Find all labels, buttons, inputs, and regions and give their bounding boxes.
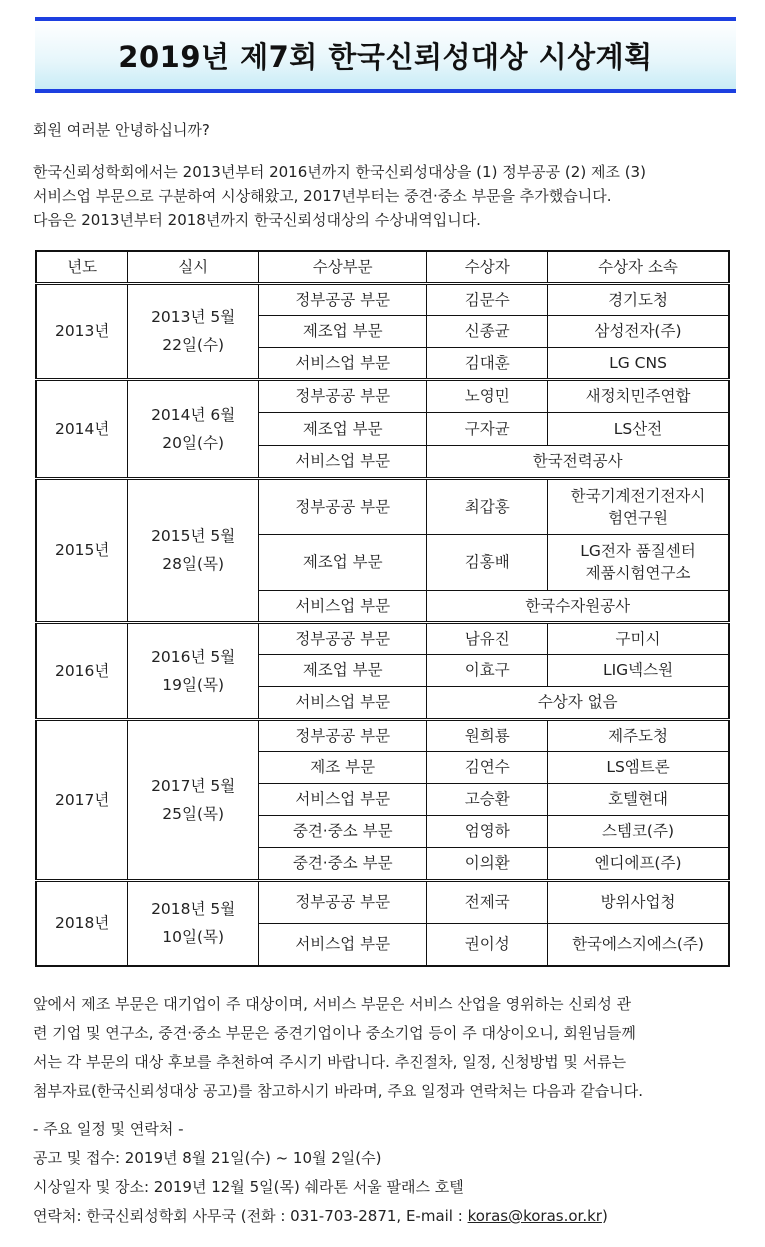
winner-cell: 권이성 — [427, 923, 548, 966]
organization-cell: 한국에스지에스(주) — [548, 923, 729, 966]
date-line: 2016년 5월 — [151, 647, 236, 666]
organization-cell: LG CNS — [548, 347, 729, 379]
merged-cell: 한국수자원공사 — [427, 590, 729, 622]
category-cell: 서비스업 부문 — [259, 590, 427, 622]
header-organization: 수상자 소속 — [548, 251, 729, 283]
category-cell: 서비스업 부문 — [259, 923, 427, 966]
table-header-row — [36, 251, 729, 283]
organization-cell: 삼성전자(주) — [548, 315, 729, 347]
contact-suffix: ) — [601, 1207, 608, 1225]
table-row — [36, 622, 729, 654]
intro-line: 다음은 2013년부터 2018년까지 한국신뢰성대상의 수상내역입니다. — [33, 211, 481, 229]
intro-line: 서비스업 부문으로 구분하여 시상해왔고, 2017년부터는 중견·중소 부문을 추가했습니다. — [33, 187, 612, 205]
date-cell — [128, 379, 259, 478]
winner-cell: 노영민 — [427, 379, 548, 412]
winner-cell: 전제국 — [427, 880, 548, 923]
date-line: 2013년 5월 — [151, 308, 236, 326]
winner-cell: 이의환 — [427, 847, 548, 880]
header-year: 년도 — [36, 251, 128, 283]
contact-prefix: 연락처: 한국신뢰성학회 사무국 (전화 : 031-703-2871, E-mail : — [33, 1207, 468, 1225]
category-cell: 정부공공 부문 — [259, 719, 427, 751]
date-line: 22일(수) — [162, 336, 225, 354]
page-title: 2019년 제7회 한국신뢰성대상 시상계획 — [118, 39, 653, 74]
category-cell: 제조업 부문 — [259, 654, 427, 686]
merged-cell: 수상자 없음 — [427, 686, 729, 719]
table-row — [36, 379, 729, 412]
year-cell: 2015년 — [36, 478, 128, 622]
year-cell: 2016년 — [36, 622, 128, 719]
winner-cell: 남유진 — [427, 622, 548, 654]
organization-cell: 방위사업청 — [548, 880, 729, 923]
year-cell: 2014년 — [36, 379, 128, 478]
organization-line: 제품시험연구소 — [585, 564, 691, 582]
date-line: 19일(목) — [162, 675, 225, 694]
intro-paragraph — [33, 160, 739, 232]
category-cell: 정부공공 부문 — [259, 379, 427, 412]
organization-cell: 새정치민주연합 — [548, 379, 729, 412]
date-cell — [128, 719, 259, 880]
category-cell: 정부공공 부문 — [259, 478, 427, 534]
application-period: 공고 및 접수: 2019년 8월 21일(수) ~ 10월 2일(수) — [33, 1149, 382, 1167]
category-cell: 중견·중소 부문 — [259, 847, 427, 880]
intro-line: 한국신뢰성학회에서는 2013년부터 2016년까지 한국신뢰성대상을 (1) 정부공공 (2) 제조 (3) — [33, 163, 646, 181]
closing-paragraph — [33, 990, 739, 1106]
winner-cell: 구자균 — [427, 412, 548, 445]
winner-cell: 신종균 — [427, 315, 548, 347]
table-row — [36, 478, 729, 534]
category-cell: 제조업 부문 — [259, 315, 427, 347]
closing-line: 앞에서 제조 부문은 대기업이 주 대상이며, 서비스 부문은 서비스 산업을 영위하는 신뢰성 관 — [33, 995, 632, 1013]
awards-table — [35, 250, 730, 967]
awards-table-body — [36, 283, 729, 966]
year-cell: 2013년 — [36, 283, 128, 379]
winner-cell: 김대훈 — [427, 347, 548, 379]
category-cell: 서비스업 부문 — [259, 783, 427, 815]
winner-cell: 김연수 — [427, 751, 548, 783]
email-link[interactable]: koras@koras.or.kr — [467, 1207, 602, 1225]
organization-cell: 엔디에프(주) — [548, 847, 729, 880]
date-cell — [128, 283, 259, 379]
date-line: 2018년 5월 — [151, 900, 236, 919]
organization-cell: 제주도청 — [548, 719, 729, 751]
category-cell: 서비스업 부문 — [259, 445, 427, 478]
header-date: 실시 — [128, 251, 259, 283]
date-line: 2015년 5월 — [151, 527, 236, 545]
merged-cell: 한국전력공사 — [427, 445, 729, 478]
year-cell: 2018년 — [36, 880, 128, 966]
date-line: 2017년 5월 — [151, 776, 236, 795]
organization-line: 한국기계전기전자시 — [570, 486, 706, 505]
schedule-heading: - 주요 일정 및 연락처 - — [33, 1120, 184, 1138]
organization-cell: LS엠트론 — [548, 751, 729, 783]
winner-cell: 김문수 — [427, 283, 548, 315]
organization-cell — [548, 478, 729, 534]
year-cell: 2017년 — [36, 719, 128, 880]
date-line: 25일(목) — [162, 804, 225, 823]
date-line: 10일(목) — [162, 928, 225, 947]
contact-info — [33, 1202, 739, 1231]
title-banner — [35, 17, 736, 93]
organization-cell: 호텔현대 — [548, 783, 729, 815]
category-cell: 서비스업 부문 — [259, 686, 427, 719]
organization-cell — [548, 534, 729, 590]
winner-cell: 김홍배 — [427, 534, 548, 590]
table-row — [36, 283, 729, 315]
date-line: 28일(목) — [162, 555, 225, 573]
date-line: 2014년 6월 — [151, 405, 236, 424]
closing-line: 련 기업 및 연구소, 중견·중소 부문은 중견기업이나 중소기업 등이 주 대상이오니, 회원님들께 — [33, 1024, 636, 1042]
date-line: 20일(수) — [162, 433, 225, 452]
category-cell: 정부공공 부문 — [259, 622, 427, 654]
category-cell: 제조업 부문 — [259, 534, 427, 590]
header-winner: 수상자 — [427, 251, 548, 283]
organization-cell: LS산전 — [548, 412, 729, 445]
organization-cell: 경기도청 — [548, 283, 729, 315]
category-cell: 제조업 부문 — [259, 412, 427, 445]
category-cell: 중견·중소 부문 — [259, 815, 427, 847]
header-category: 수상부문 — [259, 251, 427, 283]
table-row — [36, 880, 729, 923]
table-row — [36, 719, 729, 751]
winner-cell: 최갑홍 — [427, 478, 548, 534]
closing-line: 서는 각 부문의 대상 후보를 추천하여 주시기 바랍니다. 추진절차, 일정, 신청방법 및 서류는 — [33, 1053, 627, 1071]
organization-cell: 스템코(주) — [548, 815, 729, 847]
category-cell: 제조 부문 — [259, 751, 427, 783]
organization-cell: LIG넥스원 — [548, 654, 729, 686]
category-cell: 정부공공 부문 — [259, 880, 427, 923]
winner-cell: 고승환 — [427, 783, 548, 815]
date-cell — [128, 880, 259, 966]
schedule-section — [33, 1115, 739, 1231]
category-cell: 정부공공 부문 — [259, 283, 427, 315]
greeting: 회원 여러분 안녕하십니까? — [33, 121, 210, 139]
organization-line: 험연구원 — [608, 508, 668, 527]
category-cell: 서비스업 부문 — [259, 347, 427, 379]
organization-cell: 구미시 — [548, 622, 729, 654]
organization-line: LG전자 품질센터 — [580, 542, 696, 560]
closing-line: 첨부자료(한국신뢰성대상 공고)를 참고하시기 바라며, 주요 일정과 연락처는 다음과 같습니다. — [33, 1082, 644, 1100]
winner-cell: 이효구 — [427, 654, 548, 686]
ceremony-info: 시상일자 및 장소: 2019년 12월 5일(목) 쉐라톤 서울 팔래스 호텔 — [33, 1178, 464, 1196]
date-cell — [128, 622, 259, 719]
date-cell — [128, 478, 259, 622]
winner-cell: 원희룡 — [427, 719, 548, 751]
winner-cell: 엄영하 — [427, 815, 548, 847]
